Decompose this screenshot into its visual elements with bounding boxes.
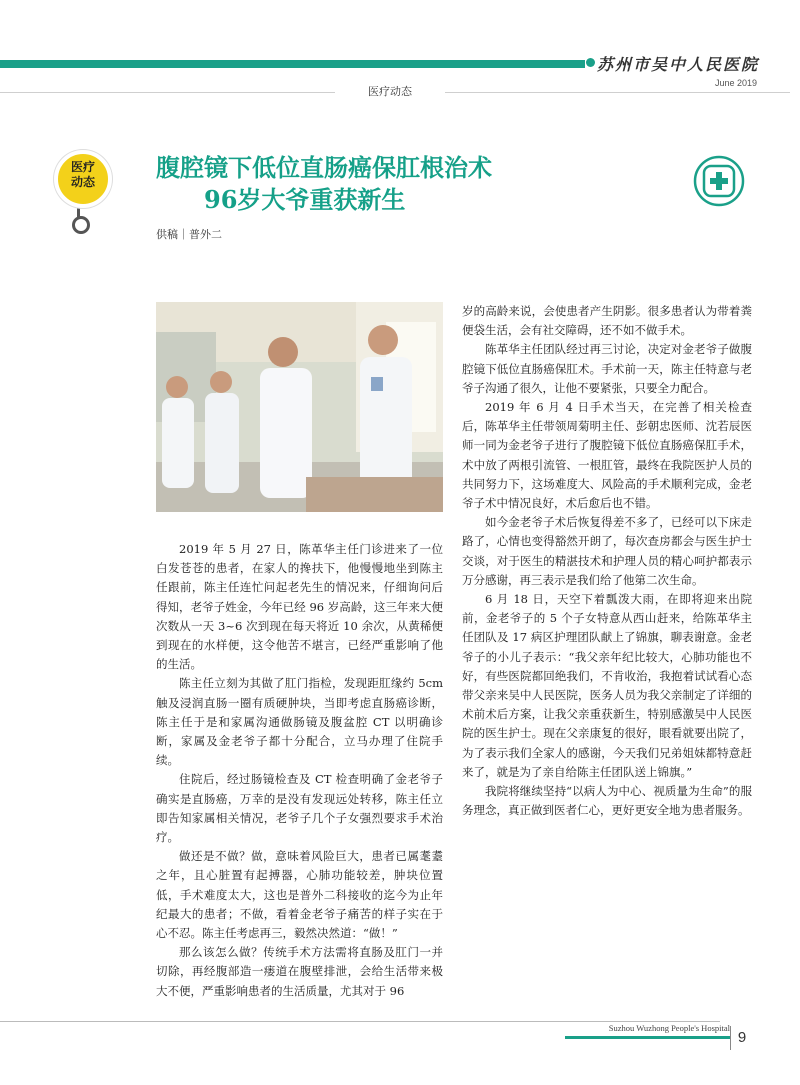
footer-accent-bar <box>565 1036 730 1039</box>
paragraph: 我院将继续坚持“以病人为中心、视质量为生命”的服务理念，真正做到医者仁心，更好更安全地为患者服务。 <box>462 784 752 818</box>
paragraph: 6 月 18 日，天空下着瓢泼大雨，在即将迎来出院前，金老爷子的 5 个子女特意从西山赶来，给陈革华主任团队及 17 病区护理团队献上了锦旗，聊表谢意。金老爷子的小儿子表示：“我父亲年纪比较大，心肺功能也不好，有些医院都回绝我们，不肯收治，我抱着试试看心态带父亲来吴中人民医院，医务人员为我父亲制定了详细的术前术后方案，让我父亲重获新生，特别感激吴中人民医院的医生护士。现在父亲康复的很好，眼看就要出院了，为了表示我们全家人的感谢，今天我们兄弟姐妹都特意赶来了，就是为了亲自给陈主任团队送上锦旗。” <box>462 592 752 779</box>
footer-hospital-name: Suzhou Wuzhong People's Hospital <box>608 1023 730 1033</box>
issue-date: June 2019 <box>714 78 757 88</box>
byline: 供稿｜普外二 <box>156 228 222 241</box>
article-right-column <box>462 302 752 820</box>
paragraph: 做还是不做？做，意味着风险巨大，患者已属耄耋之年，且心脏置有起搏器，心肺功能较差，肿块位置低，手术难度太大，这也是普外二科接收的迄今为止年纪最大的患者；不做，看着金老爷子痛苦的样子实在于心不忍。陈主任考虑再三，毅然决然道：“做！” <box>156 849 443 941</box>
paragraph: 那么该怎么做？传统手术方法需将直肠及肛门一并切除，再经腹部造一瘘道在腹壁排泄，会给生活带来极大不便，严重影响患者的生活质量，尤其对于 96 <box>156 945 443 998</box>
section-label: 医疗动态 <box>335 83 445 101</box>
badge-line-1: 医疗 <box>70 160 95 174</box>
paragraph: 如今金老爷子术后恢复得差不多了，已经可以下床走路了，心情也变得豁然开朗了，每次查房都会与医生护士交谈，对于医生的精湛技术和护理人员的精心呵护都表示万分感谢，再三表示是我们给了他第二次生命。 <box>462 515 752 587</box>
title-line-1: 腹腔镜下低位直肠癌保肛根治术 <box>156 153 492 182</box>
header-accent-dot <box>586 58 595 67</box>
title-line-2: 96岁大爷重获新生 <box>204 185 406 214</box>
paragraph: 住院后，经过肠镜检查及 CT 检查明确了金老爷子确实是直肠癌，万幸的是没有发现远处转移，陈主任立即告知家属相关情况，老爷子几个子女强烈要求手术治疗。 <box>156 772 443 845</box>
paragraph: 2019 年 6 月 4 日手术当天，在完善了相关检查后，陈革华主任带领周菊明主任、彭朝忠医师、沈若辰医师一同为金老爷子进行了腹腔镜下低位直肠癌保肛手术，术中放了两根引流管、一根肛管，最终在我院医护人员的共同努力下，这场难度大、风险高的手术顺利完成，金老爷子术中情况良好，术后愈后也不错。 <box>462 400 752 511</box>
hospital-brand: 苏州市吴中人民医院 <box>597 55 760 74</box>
header-accent-bar <box>0 60 585 68</box>
paragraph: 2019 年 5 月 27 日，陈革华主任门诊进来了一位白发苍苍的患者，在家人的搀扶下，他慢慢地坐到陈主任跟前，陈主任连忙问起老先生的情况来，仔细询问后得知，老爷子姓金，今年已经 96 岁高龄，这三年来大便次数从一天 3~6 次到现在每天将近 10 余次，从黄稀便到现在的水样便，这令他苦不堪言，已经严重影响了他的生活。 <box>156 542 443 672</box>
article-left-column <box>156 540 443 1001</box>
badge-line-2: 动态 <box>70 175 95 189</box>
paragraph: 陈主任立刻为其做了肛门指检，发现距肛缘约 5cm 触及浸润直肠一圈有质硬肿块，当即考虑直肠癌诊断，陈主任于是和家属沟通做肠镜及腹盆腔 CT 以明确诊断，家属及金老爷子都十分配合，立马办理了住院手续。 <box>156 676 443 768</box>
article-photo <box>156 302 443 512</box>
badge-foot <box>72 216 90 234</box>
footer-divider <box>0 1021 720 1022</box>
paragraph: 陈革华主任团队经过再三讨论，决定对金老爷子做腹腔镜下低位直肠癌保肛术。手术前一天，陈主任特意与老爷子沟通了很久，让他不要紧张，只要全力配合。 <box>462 342 752 395</box>
medical-plus-icon <box>693 155 745 207</box>
page-number: 9 <box>730 1026 753 1050</box>
badge-label <box>54 160 112 190</box>
paragraph-continued: 岁的高龄来说，会使患者产生阴影。很多患者认为带着粪便袋生活，会有社交障碍，还不如不做手术。 <box>462 304 752 338</box>
article-title <box>156 152 656 216</box>
